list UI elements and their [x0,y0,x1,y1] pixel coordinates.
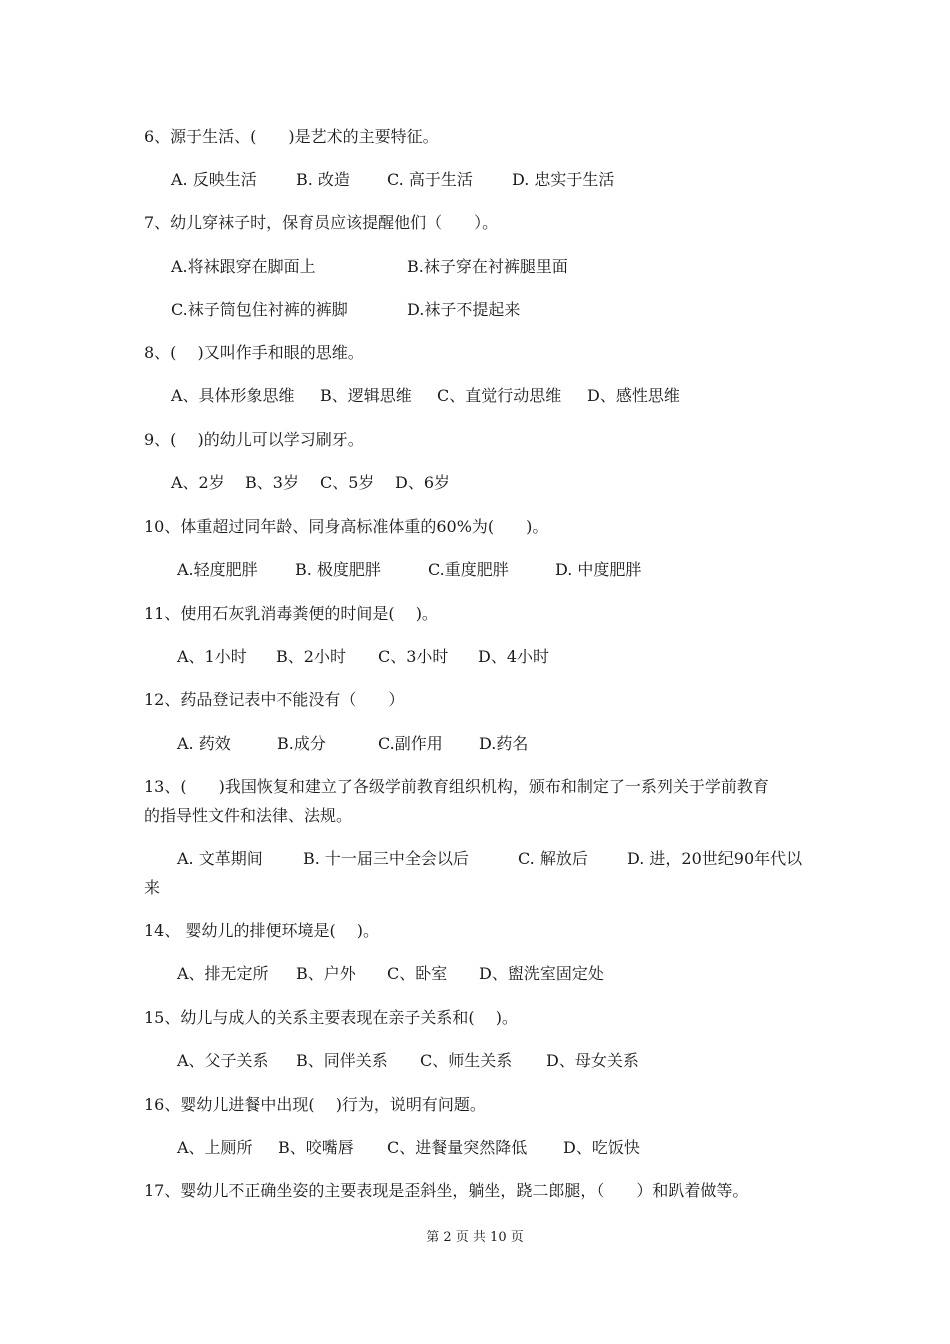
question-7-option-a: A.将袜跟穿在脚面上 [171,257,316,276]
question-12-option-c: C.副作用 [378,734,443,753]
question-15-option-a: A、父子关系 [177,1051,269,1070]
question-9-option-a: A、2岁 [171,473,225,492]
question-16-option-d: D、吃饭快 [563,1138,640,1157]
question-12-stem: 12、药品登记表中不能没有（ ） [144,690,405,709]
question-6-option-c: C. 高于生活 [387,170,473,189]
question-8-option-b: B、逻辑思维 [320,386,412,405]
question-9-option-c: C、5岁 [320,473,375,492]
page-number-footer: 第 2 页 共 10 页 [426,1230,524,1245]
question-8-option-d: D、感性思维 [587,386,680,405]
question-14-option-b: B、户外 [296,964,356,983]
question-10-option-b: B. 极度肥胖 [295,560,381,579]
question-8-stem: 8、( )又叫作手和眼的思维。 [144,343,364,362]
question-10-option-c: C.重度肥胖 [428,560,509,579]
question-11-option-c: C、3小时 [378,647,449,666]
question-7-option-b: B.袜子穿在衬裤腿里面 [407,257,568,276]
question-16-option-a: A、上厕所 [177,1138,253,1157]
question-16-stem: 16、婴幼儿进餐中出现( )行为，说明有问题。 [144,1095,486,1114]
question-13-option-a: A. 文革期间 [177,849,263,868]
question-15-stem: 15、幼儿与成人的关系主要表现在亲子关系和( )。 [144,1008,518,1027]
question-11-stem: 11、使用石灰乳消毒粪便的时间是( )。 [144,604,438,623]
question-10-stem: 10、体重超过同年龄、同身高标准体重的60%为( )。 [144,517,549,536]
question-13-option-d: D. 进，20世纪90年代以 [627,849,803,868]
question-14-stem: 14、 婴幼儿的排便环境是( )。 [144,921,380,940]
question-10-option-a: A.轻度肥胖 [177,560,258,579]
question-15-option-d: D、母女关系 [546,1051,639,1070]
question-13-option-b: B. 十一届三中全会以后 [303,849,469,868]
question-14-option-d: D、盥洗室固定处 [479,964,604,983]
question-11-option-d: D、4小时 [478,647,550,666]
question-13-option-d-wrap: 来 [144,878,161,897]
question-8-option-a: A、具体形象思维 [171,386,295,405]
question-13-stem-line2: 的指导性文件和法律、法规。 [144,806,353,825]
question-7-option-d: D.袜子不提起来 [407,300,521,319]
question-13-stem-line1: 13、( )我国恢复和建立了各级学前教育组织机构，颁布和制定了一系列关于学前教育 [144,777,769,796]
question-11-option-a: A、1小时 [177,647,247,666]
question-14-option-c: C、卧室 [387,964,448,983]
question-12-option-d: D.药名 [479,734,529,753]
question-15-option-c: C、师生关系 [420,1051,513,1070]
question-7-stem: 7、幼儿穿袜子时，保育员应该提醒他们（ ）。 [144,213,499,232]
question-6-option-b: B. 改造 [296,170,350,189]
question-14-option-a: A、排无定所 [177,964,269,983]
question-9-option-d: D、6岁 [395,473,451,492]
question-7-option-c: C.袜子筒包住衬裤的裤脚 [171,300,348,319]
question-9-stem: 9、( )的幼儿可以学习刷牙。 [144,430,364,449]
question-12-option-a: A. 药效 [177,734,231,753]
question-6-stem: 6、源于生活、( )是艺术的主要特征。 [144,127,439,146]
question-6-option-a: A. 反映生活 [171,170,257,189]
question-10-option-d: D. 中度肥胖 [555,560,642,579]
question-9-option-b: B、3岁 [245,473,299,492]
question-12-option-b: B.成分 [277,734,326,753]
question-13-option-c: C. 解放后 [518,849,588,868]
question-16-option-b: B、咬嘴唇 [278,1138,354,1157]
question-11-option-b: B、2小时 [276,647,346,666]
question-15-option-b: B、同伴关系 [296,1051,388,1070]
question-6-option-d: D. 忠实于生活 [512,170,615,189]
question-16-option-c: C、进餐量突然降低 [387,1138,528,1157]
question-17-stem: 17、婴幼儿不正确坐姿的主要表现是歪斜坐，躺坐，跷二郎腿，（ ）和趴着做等。 [144,1181,749,1200]
question-8-option-c: C、直觉行动思维 [437,386,562,405]
